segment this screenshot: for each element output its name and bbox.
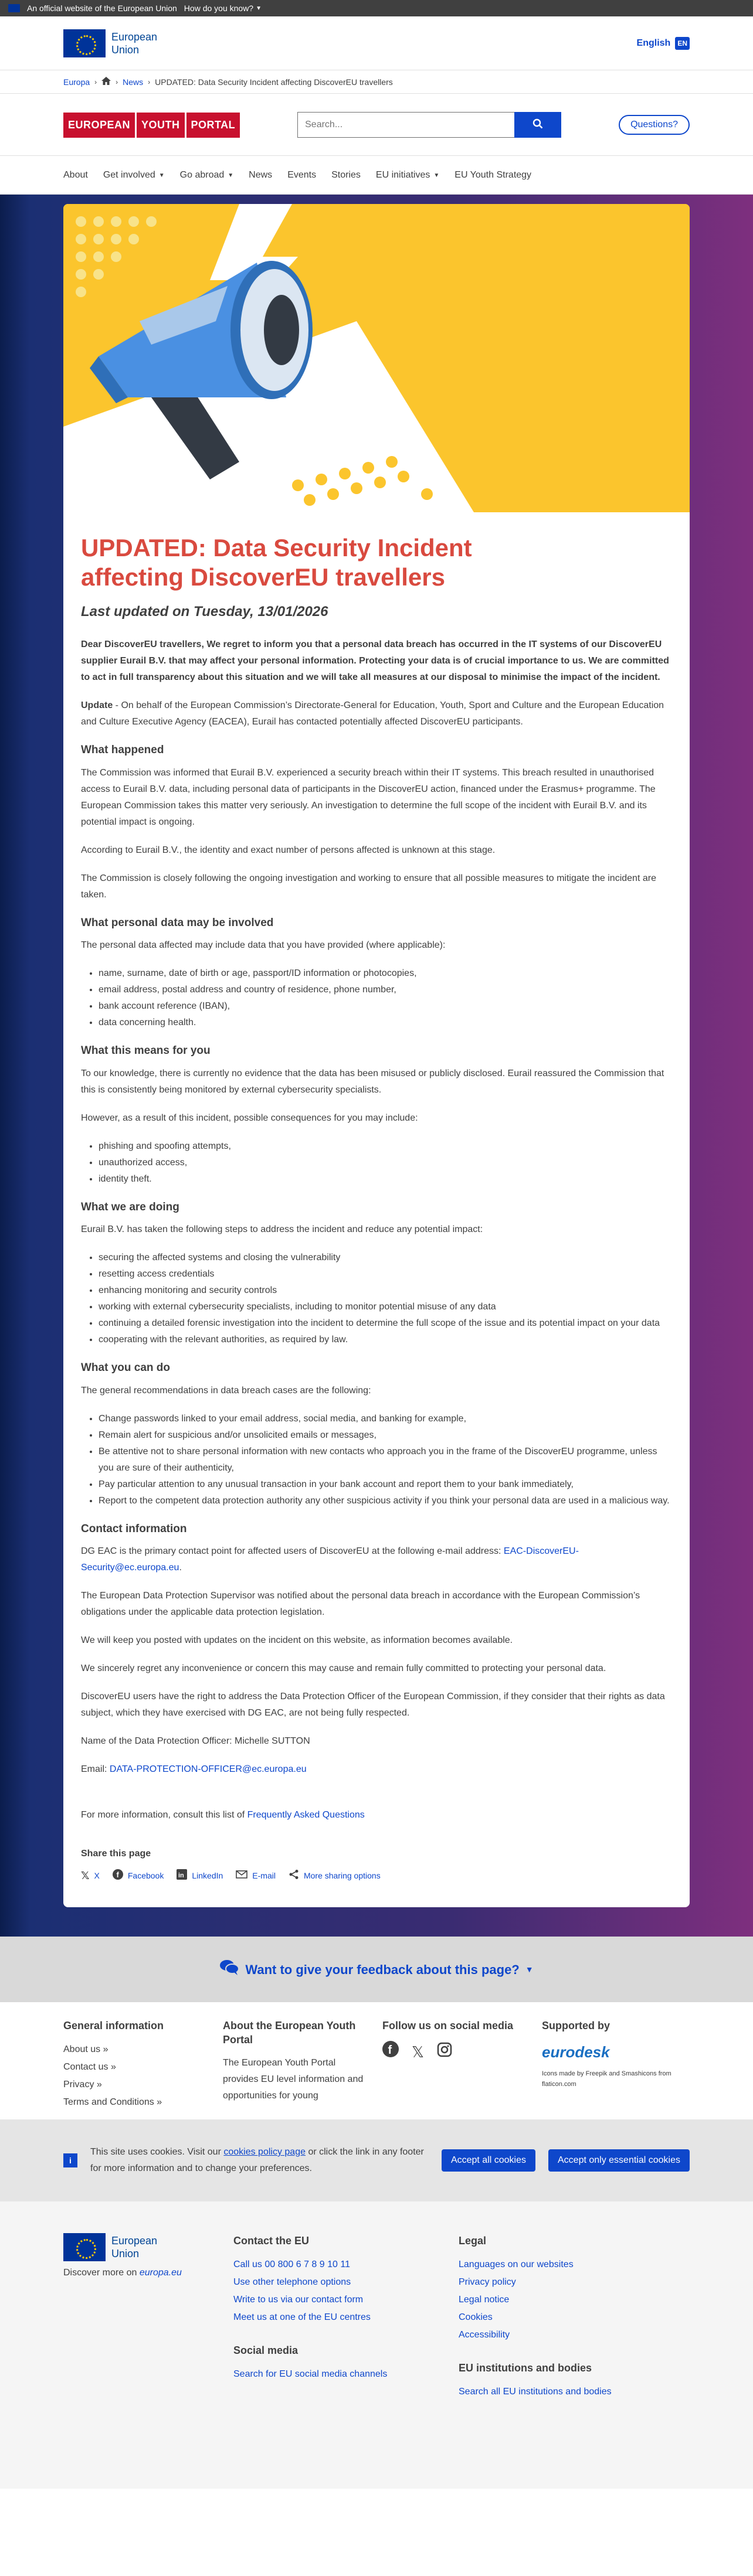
footer-link[interactable]: Call us 00 800 6 7 8 9 10 11 [233,2259,350,2269]
share-email-button[interactable]: E-mail [236,1870,276,1882]
menu-item-eu-youth-strategy[interactable]: EU Youth Strategy [454,170,532,180]
heading-what-this-means: What this means for you [81,1044,211,1057]
menu-item-go-abroad[interactable]: Go abroad ▼ [179,170,234,180]
share-linkedin-button[interactable]: in LinkedIn [177,1869,223,1883]
list-item: • enhancing monitoring and security controls [99,1282,672,1299]
questions-button[interactable]: Questions? [619,115,690,135]
paragraph: DG EAC is the primary contact point for affected users of DiscoverEU at the following e-mail address: EAC-DiscoverEU-Security@ec.europa.eu. [81,1546,579,1573]
site-identity [0,94,753,156]
recommendations-list [99,1411,672,1509]
paragraph: The personal data affected may include data that you have provided (where applicable): [81,940,446,950]
list-item: • resetting access credentials [99,1266,672,1282]
footer-link[interactable]: Accessibility [459,2330,510,2340]
cookies-policy-link[interactable]: cookies policy page [223,2147,306,2157]
facebook-icon[interactable] [382,2041,399,2064]
eu-footer-brand [63,2233,210,2401]
svg-text:in: in [178,1871,185,1879]
accept-all-cookies-button[interactable]: Accept all cookies [442,2149,535,2172]
heading-what-we-are-doing: What we are doing [81,1200,179,1213]
share-bar [81,1868,672,1884]
paragraph: The Commission was informed that Eurail B.V. experienced a security breach within their IT systems. This breach resulted in unauthorised access to Eurail B.V. data, including personal data of participants in the DiscoverEU action, financed under the Erasmus+ programme. The European Commission takes this matter very seriously. An investigation to determine the full scope of the incident with Eurail B.V. and its potential impact is ongoing. [81,767,656,827]
eu-logo[interactable]: European Union [63,2233,210,2261]
paragraph: The Commission is closely following the ongoing investigation and working to ensure that all possible measures to mitigate the incident are taken. [81,873,656,900]
europa-eu-link[interactable]: europa.eu [139,2268,182,2278]
footer-heading: Follow us on social media [382,2020,514,2031]
menu-item-about[interactable]: About [63,170,88,180]
chevron-down-icon: ▼ [256,5,262,12]
more-sharing-options-button[interactable]: More sharing options [289,1869,381,1883]
site-header [0,16,753,70]
list-item: • email address, postal address and country of residence, phone number, [99,982,672,998]
eu-footer-legal [459,2233,660,2401]
footer-link[interactable]: Search all EU institutions and bodies [459,2387,612,2397]
how-do-you-know-toggle[interactable] [184,2,262,15]
menu-item-stories[interactable]: Stories [331,170,361,180]
footer-link[interactable]: Privacy policy [459,2277,516,2287]
eurodesk-logo[interactable]: eurodesk [542,2043,610,2061]
heading-personal-data: What personal data may be involved [81,916,274,929]
update-paragraph [81,697,672,730]
chevron-down-icon: ▼ [158,172,165,179]
search-form [297,112,561,138]
x-icon: 𝕏 [81,1870,90,1881]
search-button[interactable] [514,112,561,138]
chevron-down-icon: ▼ [228,172,234,179]
search-input[interactable] [297,112,514,138]
info-icon: i [63,2153,77,2167]
list-item: • data concerning health. [99,1015,672,1031]
footer-heading: EU institutions and bodies [459,2362,592,2374]
accept-essential-cookies-button[interactable]: Accept only essential cookies [548,2149,690,2172]
footer-heading: Legal [459,2235,487,2247]
list-item: • name, surname, date of birth or age, passport/ID information or photocopies, [99,965,672,982]
list-item: • securing the affected systems and closing the vulnerability [99,1250,672,1266]
cookie-banner [0,2119,753,2201]
footer-link[interactable]: Search for EU social media channels [233,2369,388,2379]
paragraph: Email: DATA-PROTECTION-OFFICER@ec.europa.eu [81,1764,307,1774]
search-icon [532,118,543,132]
paragraph: The European Data Protection Supervisor was notified about the personal data breach in accordance with the European Commission’s obligations under the applicable data protection legislation. [81,1591,640,1617]
footer-heading: General information [63,2020,164,2031]
list-item: • Pay particular attention to any unusual transaction in your bank account and report them to your bank immediately, [99,1476,672,1493]
footer-heading: About the European Youth Portal [223,2020,356,2046]
menu-item-get-involved[interactable]: Get involved ▼ [103,170,165,180]
chevron-double-right-icon: » [157,2097,162,2107]
footer-heading: Social media [233,2344,299,2356]
footer-link[interactable]: Languages on our websites [459,2259,574,2269]
intro-paragraph: Dear DiscoverEU travellers, We regret to inform you that a personal data breach has occurred in the IT systems of our DiscoverEU supplier Eurail B.V. that may affect your personal information. Protecting your data is of crucial importance to us. We are committed to act in full transparency about this situation and we will take all measures at our disposal to minimise the impact of the incident. [81,639,669,682]
main-menu [0,156,753,195]
update-label: Update [81,700,113,710]
paragraph: DiscoverEU users have the right to address the Data Protection Officer of the European Commission, if they consider that their rights as data subject, which they have exercised with DG EAC, are not being fully respected. [81,1692,665,1718]
paragraph: Eurail B.V. has taken the following steps to address the incident and reduce any potential impact: [81,1224,483,1234]
paragraph: For more information, consult this list of Frequently Asked Questions [81,1810,365,1820]
update-text: - On behalf of the European Commission’s Directorate-General for Education, Youth, Sport and Culture and the European Education and Culture Executive Agency (EACEA), Eurail has contacted potentially affected DiscoverEU participants. [81,700,664,727]
feedback-toggle[interactable] [0,1937,753,2002]
list-item: • identity theft. [99,1171,672,1187]
how-do-you-know-label: How do you know? [184,3,254,13]
x-icon[interactable]: 𝕏 [412,2043,424,2061]
footer-link[interactable]: Legal notice [459,2295,510,2305]
language-label: English [636,38,671,48]
menu-item-events[interactable]: Events [287,170,317,180]
european-youth-portal-logo[interactable] [63,113,240,138]
home-icon[interactable] [101,76,111,89]
list-item: • Report to the competent data protection authority any other suspicious activity if you think your personal data are used in a malicious way. [99,1493,672,1509]
paragraph: We will keep you posted with updates on the incident on this website, as information becomes available. [81,1635,513,1645]
paragraph: The general recommendations in data breach cases are the following: [81,1385,371,1396]
breadcrumb-current: UPDATED: Data Security Incident affecting DiscoverEU travellers [155,77,393,87]
list-item: • Be attentive not to share personal information with new contacts who approach you in the frame of the DiscoverEU programme, unless you are sure of their authenticity, [99,1444,672,1476]
footer-heading: Contact the EU [233,2235,310,2247]
language-selector[interactable] [637,36,690,50]
share-facebook-button[interactable]: f Facebook [113,1869,164,1883]
portal-logo-word: EUROPEAN [63,113,135,138]
footer-general-info [63,2019,211,2111]
svg-text:f: f [116,1870,119,1879]
chevron-double-right-icon: » [103,2044,108,2054]
facebook-icon [113,1869,123,1883]
article-card [63,204,690,1907]
official-text: An official website of the European Union [27,3,177,13]
contact-email-link[interactable]: EAC-DiscoverEU-Security@ec.europa.eu [81,1546,579,1573]
menu-item-news[interactable]: News [249,170,273,180]
list-item: • working with external cybersecurity specialists, including to monitor potential misuse of any data [99,1299,672,1315]
email-icon [236,1870,247,1882]
site-footer [0,2002,753,2119]
list-item: • unauthorized access, [99,1155,672,1171]
eu-flag-icon [63,2233,106,2261]
eu-flag-icon [8,4,20,12]
heading-what-happened: What happened [81,744,164,756]
logo-line-2: Union [111,44,140,56]
list-item: • Remain alert for suspicious and/or unsolicited emails or messages, [99,1427,672,1444]
menu-item-eu-initiatives[interactable]: EU initiatives ▼ [375,170,440,180]
last-updated: Last updated on Tuesday, 13/01/2026 [81,604,328,620]
footer-follow [382,2019,530,2111]
footer-link-privacy[interactable]: Privacy » [63,2080,102,2090]
paragraph: We sincerely regret any inconvenience or concern this may cause and remain fully committed to protecting your personal data. [81,1663,606,1673]
footer-supported [542,2019,690,2111]
steps-list [99,1250,672,1348]
linkedin-icon [177,1869,187,1883]
chevron-right-icon: › [148,78,151,86]
portal-logo-word: PORTAL [186,113,240,138]
footer-link[interactable]: Write to us via our contact form [233,2295,364,2305]
chevron-double-right-icon: » [110,2062,116,2072]
article-band [0,195,753,1937]
language-code-badge: EN [675,37,690,50]
portal-logo-word: YOUTH [137,113,185,138]
paragraph: According to Eurail B.V., the identity and exact number of persons affected is unknown at this stage. [81,845,496,855]
discover-more: Discover more on europa.eu [63,2268,182,2278]
faq-link[interactable]: Frequently Asked Questions [247,1810,365,1820]
paragraph: However, as a result of this incident, possible consequences for you may include: [81,1112,418,1123]
consequences-list [99,1138,672,1187]
footer-heading: Supported by [542,2020,610,2031]
footer-about-text: The European Youth Portal provides EU level information and opportunities for young [223,2058,364,2101]
heading-contact-information: Contact information [81,1522,187,1535]
eu-logo[interactable] [63,29,157,57]
eu-footer [0,2201,753,2489]
dpo-email-link[interactable]: DATA-PROTECTION-OFFICER@ec.europa.eu [109,1764,307,1774]
chevron-double-right-icon: » [96,2080,102,2090]
instagram-icon[interactable] [437,2041,452,2064]
footer-link-about-us[interactable]: About us » [63,2044,108,2054]
feedback-label: Want to give your feedback about this page? [245,1962,520,1977]
share-x-button[interactable]: 𝕏 X [81,1868,100,1884]
list-item: • bank account reference (IBAN), [99,998,672,1015]
list-item: • Change passwords linked to your email address, social media, and banking for example, [99,1411,672,1427]
logo-line-1: European [111,31,158,43]
footer-link[interactable]: Use other telephone options [233,2277,351,2287]
eu-flag-icon [63,29,106,57]
official-eu-banner [0,0,753,16]
chevron-down-icon: ▼ [433,172,440,179]
article-title: UPDATED: Data Security Incident affecting DiscoverEU travellers [81,534,472,591]
breadcrumb-europa[interactable]: Europa [63,77,90,87]
article-content [63,533,690,1907]
eu-footer-contact [233,2233,435,2401]
footer-link-terms[interactable]: Terms and Conditions » [63,2097,162,2107]
chevron-right-icon: › [116,78,118,86]
chat-icon [219,1959,239,1981]
list-item: • continuing a detailed forensic investigation into the incident to determine the full scope of the issue and its potential impact on your data [99,1315,672,1332]
footer-link-contact-us[interactable]: Contact us » [63,2062,116,2072]
svg-text:f: f [388,2044,392,2057]
list-item: • cooperating with the relevant authorities, as required by law. [99,1332,672,1348]
dpo-name: Name of the Data Protection Officer: Michelle SUTTON [81,1736,310,1746]
personal-data-list [99,965,672,1031]
share-icon [289,1869,299,1883]
paragraph: To our knowledge, there is currently no evidence that the data has been misused or publicly disclosed. Eurail reassured the Commission that this is consistently being monitored by external cybersecurity specialists. [81,1068,664,1095]
footer-about [223,2019,371,2111]
cookie-text: This site uses cookies. Visit our cookies policy page or click the link in any footer for more information and to change your preferences. [90,2147,424,2173]
list-item: • phishing and spoofing attempts, [99,1138,672,1155]
breadcrumb-news[interactable]: News [123,77,144,87]
footer-link[interactable]: Cookies [459,2312,493,2322]
breadcrumb [0,70,753,94]
chevron-down-icon: ▼ [525,1964,534,1974]
footer-link[interactable]: Meet us at one of the EU centres [233,2312,371,2322]
share-title: Share this page [81,1849,151,1859]
heading-what-you-can-do: What you can do [81,1362,170,1374]
chevron-right-icon: › [94,78,97,86]
megaphone-illustration [63,204,690,512]
icons-credit: Icons made by Freepik and Smashicons from flaticon.com [542,2070,671,2088]
